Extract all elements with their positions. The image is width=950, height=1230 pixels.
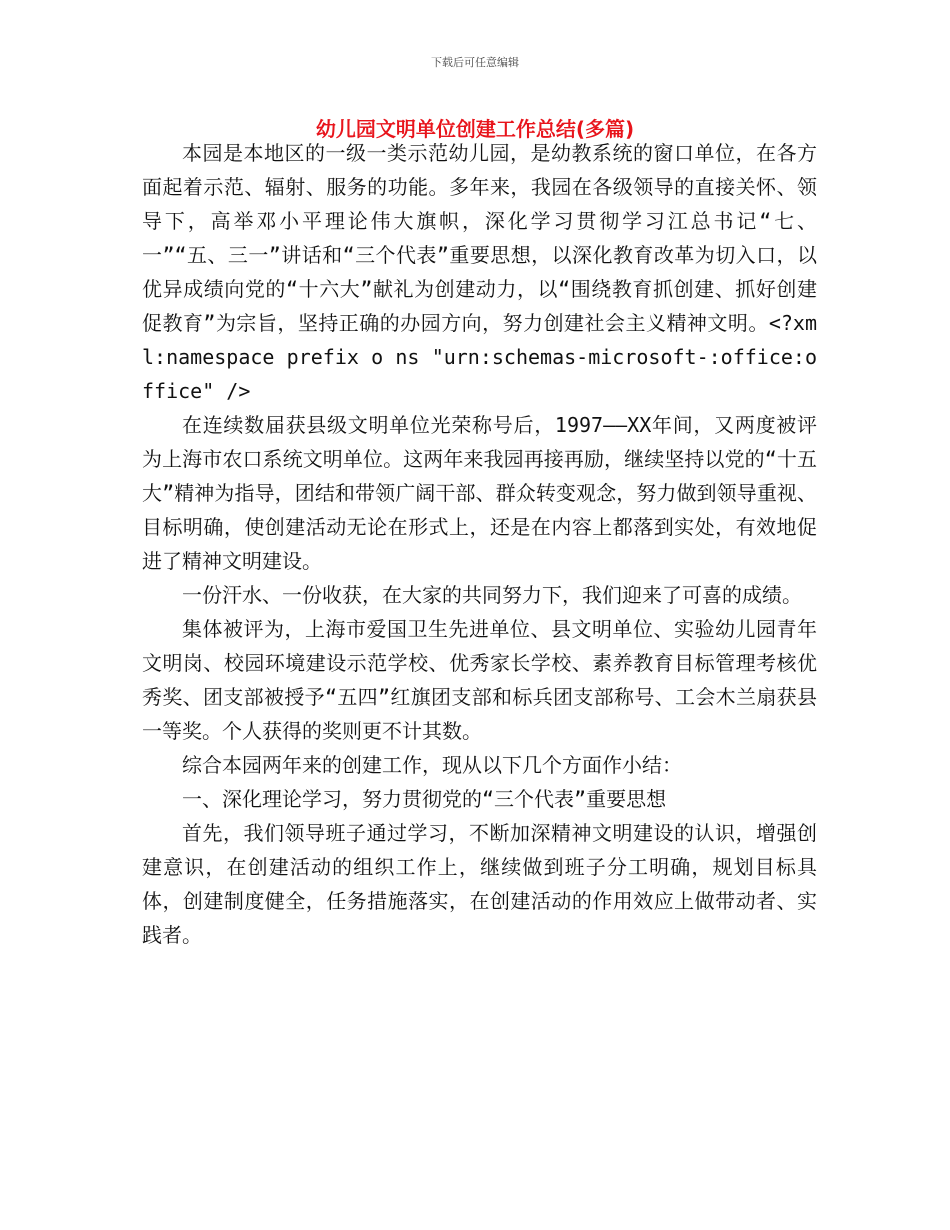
paragraph-leadership: 首先，我们领导班子通过学习，不断加深精神文明建设的认识，增强创建意识，在创建活动的组织工作上，继续做到班子分工明确，规划目标具体，创建制度健全，任务措施落实，在创建活动的作用效应上做带动者、实践者。 — [142, 821, 817, 947]
header-note: 下载后可任意编辑 — [431, 56, 519, 69]
paragraph-intro: 本园是本地区的一级一类示范幼儿园，是幼教系统的窗口单位，在各方面起着示范、辐射、服务的功能。多年来，我园在各级领导的直接关怀、领导下，高举邓小平理论伟大旗帜，深化学习贯彻学习江总书记“七、一”“五、三一”讲话和“三个代表”重要思想，以深化教育改革为切入口，以优异成绩向党的“十六大”献礼为创建动力，以“围绕教育抓创建、抓好创建促教育”为宗旨，坚持正确的办园方向，努力创建社会主义精神文明。<?xml:namespace prefix o ns "urn:schemas-microsoft-:office:office" /> — [142, 141, 817, 403]
paragraph-awards-history: 在连续数届获县级文明单位光荣称号后，1997——XX年间，又两度被评为上海市农口系统文明单位。这两年来我园再接再励，继续坚持以党的“十五大”精神为指导，团结和带领广阔干部、群众转变观念，努力做到领导重视、目标明确，使创建活动无论在形式上，还是在内容上都落到实处，有效地促进了精神文明建设。 — [142, 413, 817, 573]
document-title: 幼儿园文明单位创建工作总结(多篇) — [315, 117, 635, 141]
paragraph-harvest: 一份汗水、一份收获，在大家的共同努力下，我们迎来了可喜的成绩。 — [182, 583, 802, 607]
paragraph-collective-awards: 集体被评为，上海市爱国卫生先进单位、县文明单位、实验幼儿园青年文明岗、校园环境建设示范学校、优秀家长学校、素养教育目标管理考核优秀奖、团支部被授予“五四”红旗团支部和标兵团支部称号、工会木兰扇获县一等奖。个人获得的奖则更不计其数。 — [142, 617, 817, 743]
paragraph-summary-intro: 综合本园两年来的创建工作，现从以下几个方面作小结： — [182, 753, 682, 777]
section-heading-1: 一、深化理论学习，努力贯彻党的“三个代表”重要思想 — [182, 787, 667, 811]
document-body — [142, 136, 817, 952]
